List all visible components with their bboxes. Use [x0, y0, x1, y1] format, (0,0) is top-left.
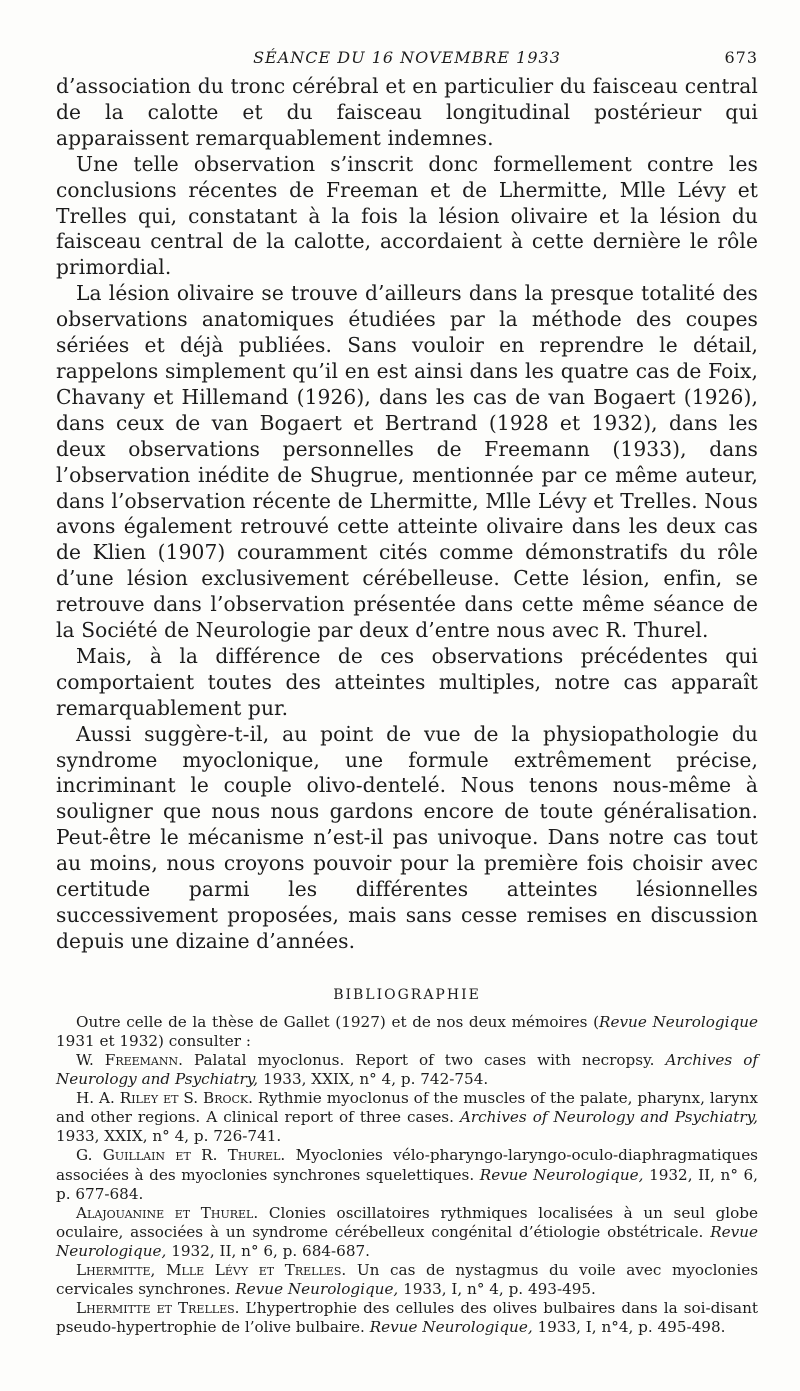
intro-text: Outre celle de la thèse de Gallet (1927) et de nos deux mémoires (	[76, 1012, 600, 1031]
bibliography-list	[56, 1013, 758, 1338]
intro-journal: Revue Neurologique	[599, 1012, 759, 1031]
reference-item	[56, 1089, 758, 1146]
bibliography-title: BIBLIOGRAPHIE	[333, 986, 481, 1003]
reference-details: 1933, I, n°4, p. 495-498.	[532, 1318, 726, 1337]
paragraph: Aussi suggère-t-il, au point de vue de la physiopathologie du syndrome myoclonique, une formule extrêmement précise, incriminant le couple olivo-dentelé. Nous tenons nous-même à souligner que nous nous gardons encore de toute généralisation. Peut-être le mécanisme n’est-il pas univoque. Dans notre cas tout au moins, nous croyons pouvoir pour la première fois choisir avec certitude parmi les différentes atteintes lésionnelles successivement proposées, mais sans cesse remises en discussion depuis une dizaine d’années.	[56, 721, 758, 953]
reference-item	[56, 1051, 758, 1089]
reference-item	[56, 1146, 758, 1203]
reference-journal: Revue Neurologique,	[369, 1318, 533, 1337]
reference-journal: Archives of Neurology and Psychiatry,	[459, 1108, 758, 1127]
paragraph: d’association du tronc cérébral et en particulier du faisceau central de la calotte et du faisceau longitudinal postérieur qui apparaissent remarquablement indemnes.	[56, 74, 758, 150]
reference-title: Clonies oscillatoires rythmiques localisées à un seul globe oculaire, associées à un syndrome cérébelleux congénital d’étiologie obstétricale.	[56, 1203, 759, 1241]
reference-details: 1932, II, n° 6, p. 684-687.	[166, 1241, 370, 1260]
intro-tail: 1931 et 1932) consulter :	[56, 1031, 251, 1050]
reference-title: Un cas de nystagmus du voile avec myoclonies cervicales synchrones.	[56, 1261, 759, 1299]
reference-title: Rythmie myoclonus of the muscles of the palate, pharynx, larynx and other regions. A clinical report of three cases.	[56, 1089, 758, 1127]
reference-details: 1932, II, n° 6, p. 677-684.	[56, 1165, 758, 1203]
reference-authors: H. A. Riley et S. Brock.	[76, 1089, 253, 1108]
reference-item	[56, 1261, 758, 1299]
reference-journal: Revue Neurologique,	[479, 1165, 644, 1184]
reference-authors: G. Guillain et R. Thurel.	[76, 1146, 286, 1165]
page-number: 673	[724, 48, 758, 67]
paragraph: Mais, à la différence de ces observations précédentes qui comportaient toutes des atteintes multiples, notre cas apparaît remarquablement pur.	[56, 643, 758, 720]
reference-authors: Lhermitte, Mlle Lévy et Trelles.	[76, 1261, 347, 1280]
reference-title: L’hypertrophie des cellules des olives bulbaires dans la soi-disant pseudo-hypertrophie de l’olive bulbaire.	[56, 1299, 758, 1337]
running-title: SÉANCE DU 16 NOVEMBRE 1933	[253, 48, 561, 67]
reference-authors: Alajouanine et Thurel.	[76, 1203, 259, 1222]
reference-details: 1933, I, n° 4, p. 493-495.	[398, 1280, 596, 1299]
reference-item	[56, 1204, 758, 1261]
reference-item	[56, 1299, 758, 1337]
paragraph: La lésion olivaire se trouve d’ailleurs dans la presque totalité des observations anatomiques étudiées par la méthode des coupes sériées et déjà publiées. Sans vouloir en reprendre le détail, rappelons simplement qu’il en est ainsi dans les quatre cas de Foix, Chavany et Hillemand (1926), dans les cas de van Bogaert (1926), dans ceux de van Bogaert et Bertrand (1928 et 1932), dans les deux observations personnelles de Freemann (1933), dans l’observation inédite de Shugrue, mentionnée par ce même auteur, dans l’observation récente de Lhermitte, Mlle Lévy et Trelles. Nous avons également retrouvé cette atteinte olivaire dans les deux cas de Klien (1907) couramment cités comme démonstratifs du rôle d’une lésion exclusivement cérébelleuse. Cette lésion, enfin, se retrouve dans l’observation présentée dans cette même séance de la Société de Neurologie par deux d’entre nous avec R. Thurel.	[56, 281, 758, 643]
reference-authors: W. Freemann.	[76, 1051, 183, 1069]
reference-details: 1933, XXIX, n° 4, p. 726-741.	[56, 1127, 282, 1146]
body-text	[56, 74, 758, 955]
paragraph: Une telle observation s’inscrit donc formellement contre les conclusions récentes de Freeman et de Lhermitte, Mlle Lévy et Trelles qui, constatant à la fois la lésion olivaire et la lésion du faisceau central de la calotte, accordaient à cette dernière le rôle primordial.	[56, 151, 758, 280]
reference-journal: Archives of Neurology and Psychiatry,	[56, 1051, 758, 1089]
reference-journal: Revue Neurologique,	[56, 1222, 758, 1260]
reference-authors: Lhermitte et Trelles.	[76, 1299, 240, 1318]
bibliography-intro	[56, 1013, 758, 1051]
reference-details: 1933, XXIX, n° 4, p. 742-754.	[258, 1070, 489, 1089]
reference-title: Myoclonies vélo-pharyngo-laryngo-oculo-diaphragmatiques associées à des myoclonies synchrones squelettiques.	[56, 1146, 758, 1184]
reference-journal: Revue Neurologique,	[235, 1280, 399, 1299]
running-header	[56, 48, 758, 74]
reference-title: Palatal myoclonus. Report of two cases with necropsy.	[182, 1051, 666, 1069]
